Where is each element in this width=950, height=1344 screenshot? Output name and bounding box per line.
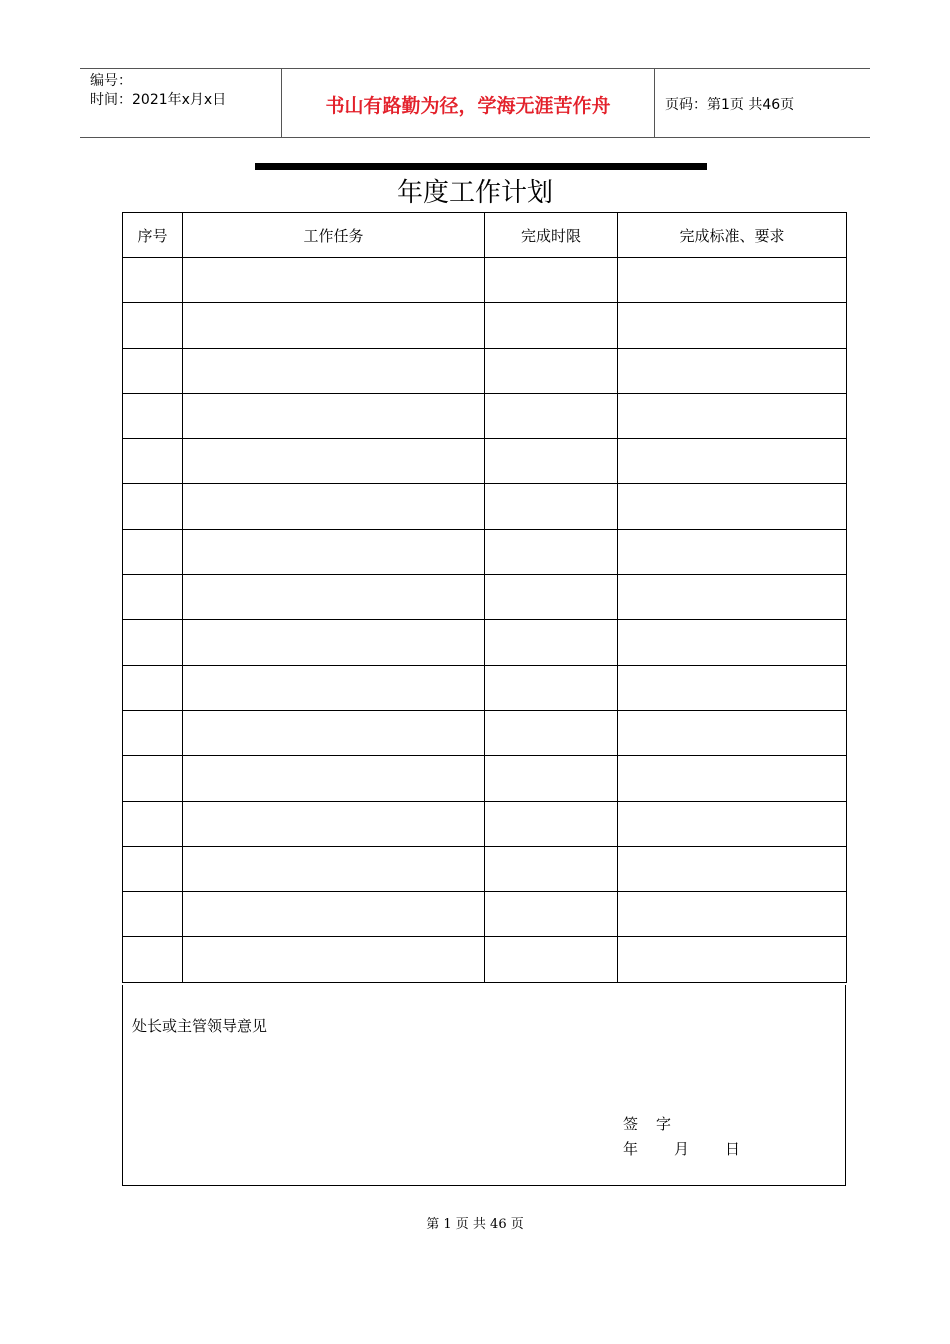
table-row <box>123 756 847 801</box>
cell-standard[interactable] <box>618 846 847 891</box>
cell-task[interactable] <box>183 665 485 710</box>
cell-task[interactable] <box>183 348 485 393</box>
cell-deadline[interactable] <box>485 575 618 620</box>
table-body <box>123 258 847 983</box>
cell-task[interactable] <box>183 484 485 529</box>
cell-deadline[interactable] <box>485 348 618 393</box>
number-label: 编号： <box>90 73 132 89</box>
cell-deadline[interactable] <box>485 439 618 484</box>
header-motto: 书山有路勤为径，学海无涯苦作舟 <box>325 95 611 117</box>
cell-index[interactable] <box>123 575 183 620</box>
cell-task[interactable] <box>183 303 485 348</box>
time-label: 时间：2021年x月x日 <box>90 92 227 108</box>
cell-task[interactable] <box>183 710 485 755</box>
table-header-row <box>123 213 847 258</box>
cell-standard[interactable] <box>618 665 847 710</box>
cell-index[interactable] <box>123 756 183 801</box>
document-title: 年度工作计划 <box>396 178 553 208</box>
cell-index[interactable] <box>123 620 183 665</box>
cell-standard[interactable] <box>618 620 847 665</box>
cell-deadline[interactable] <box>485 846 618 891</box>
cell-task[interactable] <box>183 892 485 937</box>
cell-standard[interactable] <box>618 348 847 393</box>
cell-standard[interactable] <box>618 258 847 303</box>
table-row <box>123 892 847 937</box>
cell-index[interactable] <box>123 439 183 484</box>
signature-label-1: 签 <box>623 1115 639 1133</box>
cell-deadline[interactable] <box>485 620 618 665</box>
cell-task[interactable] <box>183 620 485 665</box>
header-page-info: 页码：第1页 共46页 <box>665 97 795 113</box>
signature-label-2: 字 <box>656 1115 672 1133</box>
cell-index[interactable] <box>123 710 183 755</box>
table-row <box>123 620 847 665</box>
header-meta <box>90 72 226 110</box>
supervisor-opinion-box <box>122 985 846 1186</box>
cell-task[interactable] <box>183 393 485 438</box>
cell-deadline[interactable] <box>485 801 618 846</box>
table-row <box>123 529 847 574</box>
work-plan-table <box>122 212 847 983</box>
cell-deadline[interactable] <box>485 892 618 937</box>
cell-index[interactable] <box>123 258 183 303</box>
table-row <box>123 303 847 348</box>
cell-task[interactable] <box>183 529 485 574</box>
table-row <box>123 801 847 846</box>
cell-task[interactable] <box>183 846 485 891</box>
cell-index[interactable] <box>123 303 183 348</box>
cell-standard[interactable] <box>618 937 847 982</box>
cell-deadline[interactable] <box>485 710 618 755</box>
cell-task[interactable] <box>183 937 485 982</box>
cell-task[interactable] <box>183 439 485 484</box>
column-header-deadline: 完成时限 <box>485 213 618 258</box>
cell-deadline[interactable] <box>485 258 618 303</box>
table-row <box>123 665 847 710</box>
cell-task[interactable] <box>183 258 485 303</box>
table-row <box>123 846 847 891</box>
cell-index[interactable] <box>123 484 183 529</box>
cell-index[interactable] <box>123 393 183 438</box>
cell-deadline[interactable] <box>485 756 618 801</box>
cell-standard[interactable] <box>618 575 847 620</box>
cell-deadline[interactable] <box>485 937 618 982</box>
header-divider <box>654 69 655 137</box>
title-rule <box>255 163 707 170</box>
cell-deadline[interactable] <box>485 665 618 710</box>
cell-task[interactable] <box>183 756 485 801</box>
cell-task[interactable] <box>183 575 485 620</box>
column-header-task: 工作任务 <box>183 213 485 258</box>
column-header-standard: 完成标准、要求 <box>618 213 847 258</box>
cell-standard[interactable] <box>618 529 847 574</box>
cell-standard[interactable] <box>618 710 847 755</box>
cell-index[interactable] <box>123 892 183 937</box>
cell-index[interactable] <box>123 937 183 982</box>
cell-index[interactable] <box>123 348 183 393</box>
column-header-index: 序号 <box>123 213 183 258</box>
date-month-label: 月 <box>674 1140 690 1158</box>
cell-standard[interactable] <box>618 892 847 937</box>
table-row <box>123 937 847 982</box>
cell-deadline[interactable] <box>485 484 618 529</box>
cell-standard[interactable] <box>618 484 847 529</box>
table-row <box>123 575 847 620</box>
cell-task[interactable] <box>183 801 485 846</box>
cell-standard[interactable] <box>618 439 847 484</box>
cell-deadline[interactable] <box>485 303 618 348</box>
page-footer: 第 1 页 共 46 页 <box>426 1217 524 1232</box>
date-line <box>623 1138 740 1159</box>
cell-standard[interactable] <box>618 303 847 348</box>
cell-standard[interactable] <box>618 393 847 438</box>
cell-index[interactable] <box>123 846 183 891</box>
cell-index[interactable] <box>123 801 183 846</box>
date-year-label: 年 <box>623 1140 639 1158</box>
table-row <box>123 348 847 393</box>
cell-deadline[interactable] <box>485 393 618 438</box>
table-row <box>123 484 847 529</box>
opinion-label: 处长或主管领导意见 <box>132 1017 268 1035</box>
cell-standard[interactable] <box>618 801 847 846</box>
date-day-label: 日 <box>725 1140 741 1158</box>
table-row <box>123 439 847 484</box>
table-row <box>123 258 847 303</box>
cell-standard[interactable] <box>618 756 847 801</box>
table-row <box>123 710 847 755</box>
signature-line <box>623 1113 671 1134</box>
table-row <box>123 393 847 438</box>
cell-deadline[interactable] <box>485 529 618 574</box>
cell-index[interactable] <box>123 665 183 710</box>
cell-index[interactable] <box>123 529 183 574</box>
page-header <box>80 68 870 138</box>
